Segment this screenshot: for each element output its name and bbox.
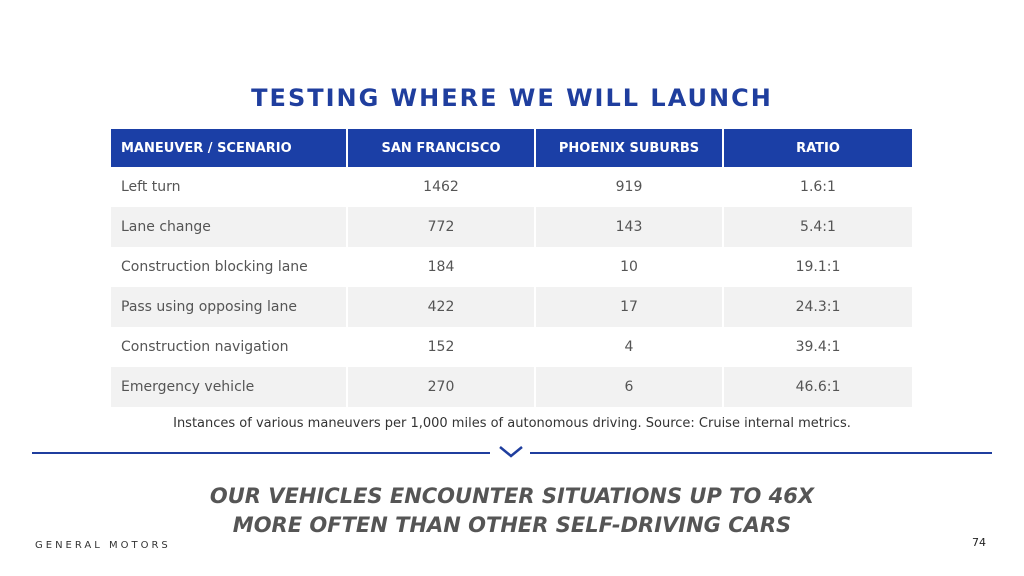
- ratio-cell: 19.1:1: [723, 247, 912, 287]
- phoenix-cell: 143: [535, 207, 723, 247]
- phoenix-cell: 17: [535, 287, 723, 327]
- ratio-cell: 24.3:1: [723, 287, 912, 327]
- headline-line-2: MORE OFTEN THAN OTHER SELF-DRIVING CARS: [232, 513, 792, 537]
- phoenix-cell: 10: [535, 247, 723, 287]
- ratio-cell: 1.6:1: [723, 167, 912, 207]
- san-francisco-cell: 1462: [347, 167, 535, 207]
- headline: [0, 482, 1024, 540]
- san-francisco-cell: 772: [347, 207, 535, 247]
- table-caption: Instances of various maneuvers per 1,000 miles of autonomous driving. Source: Cruise internal metrics.: [173, 416, 851, 431]
- table-row: [111, 287, 912, 327]
- column-header-san-francisco: SAN FRANCISCO: [347, 129, 535, 167]
- slide-title: TESTING WHERE WE WILL LAUNCH: [251, 84, 773, 112]
- ratio-cell: 39.4:1: [723, 327, 912, 367]
- maneuver-table: [111, 129, 912, 407]
- table-row: [111, 207, 912, 247]
- maneuver-cell: Lane change: [111, 207, 347, 247]
- column-header-phoenix-suburbs: PHOENIX SUBURBS: [535, 129, 723, 167]
- maneuver-cell: Pass using opposing lane: [111, 287, 347, 327]
- column-header-ratio: RATIO: [723, 129, 912, 167]
- maneuver-cell: Emergency vehicle: [111, 367, 347, 407]
- phoenix-cell: 4: [535, 327, 723, 367]
- phoenix-cell: 919: [535, 167, 723, 207]
- table-row: [111, 367, 912, 407]
- table-row: [111, 327, 912, 367]
- page-number: 74: [972, 536, 986, 549]
- table-row: [111, 167, 912, 207]
- san-francisco-cell: 184: [347, 247, 535, 287]
- divider-line-left: [32, 452, 490, 454]
- headline-line-1: OUR VEHICLES ENCOUNTER SITUATIONS UP TO 46X: [209, 484, 815, 508]
- divider-line-right: [530, 452, 992, 454]
- ratio-cell: 46.6:1: [723, 367, 912, 407]
- table-row: [111, 247, 912, 287]
- san-francisco-cell: 270: [347, 367, 535, 407]
- phoenix-cell: 6: [535, 367, 723, 407]
- san-francisco-cell: 422: [347, 287, 535, 327]
- table-header-row: [111, 129, 912, 167]
- maneuver-cell: Left turn: [111, 167, 347, 207]
- san-francisco-cell: 152: [347, 327, 535, 367]
- brand-logo-text: GENERAL MOTORS: [35, 540, 171, 551]
- column-header-maneuver: MANEUVER / SCENARIO: [111, 129, 347, 167]
- ratio-cell: 5.4:1: [723, 207, 912, 247]
- chevron-down-icon: [498, 444, 524, 460]
- maneuver-cell: Construction navigation: [111, 327, 347, 367]
- maneuver-cell: Construction blocking lane: [111, 247, 347, 287]
